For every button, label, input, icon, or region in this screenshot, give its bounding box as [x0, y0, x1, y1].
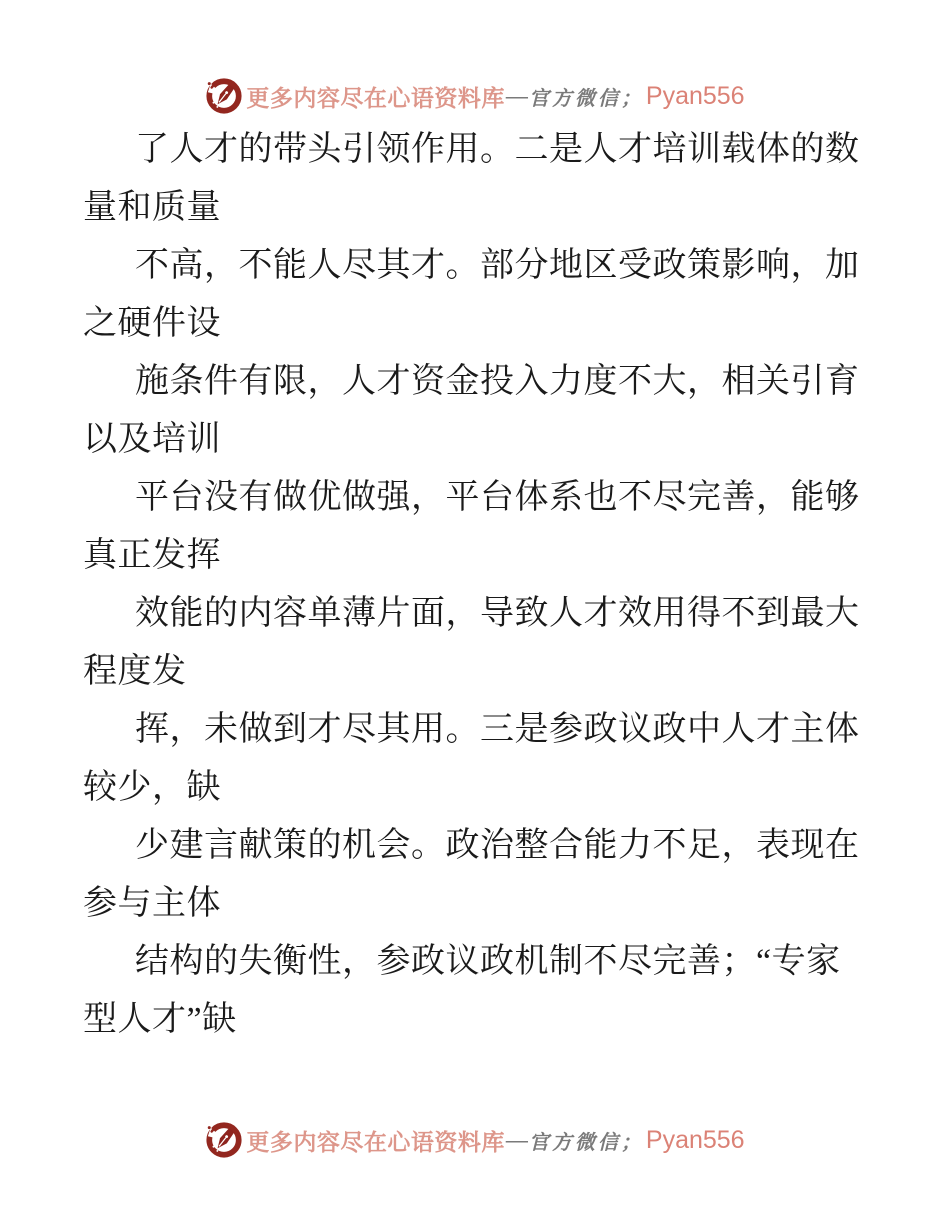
header-watermark — [0, 72, 950, 120]
watermark-brand-text: 更多内容尽在心语资料库 — [246, 85, 505, 111]
body-line: 量和质量 — [83, 189, 221, 226]
body-line: 程度发 — [83, 653, 187, 690]
body-line: 少建言献策的机会。政治整合能力不足，表现在 — [135, 827, 860, 864]
footer-watermark — [0, 1116, 950, 1164]
watermark-wechat-id: Pyan556 — [645, 81, 745, 110]
watermark-wechat-id: Pyan556 — [645, 1125, 745, 1154]
body-line: 较少，缺 — [83, 769, 221, 806]
watermark-wechat-label: 官方微信； — [528, 1131, 644, 1154]
body-line: 效能的内容单薄片面，导致人才效用得不到最大 — [135, 595, 860, 632]
watermark-brand-text: 更多内容尽在心语资料库 — [246, 1129, 505, 1155]
body-line: 参与主体 — [83, 885, 221, 922]
body-line: 结构的失衡性，参政议政机制不尽完善；“专家 — [135, 943, 841, 980]
body-line: 真正发挥 — [83, 537, 221, 574]
watermark-separator: — — [505, 1127, 528, 1152]
body-line: 平台没有做优做强，平台体系也不尽完善，能够 — [135, 479, 860, 516]
body-line: 不高，不能人尽其才。部分地区受政策影响，加 — [135, 247, 860, 284]
body-line: 挥，未做到才尽其用。三是参政议政中人才主体 — [135, 711, 860, 748]
body-line: 型人才”缺 — [83, 1001, 237, 1038]
body-line: 以及培训 — [83, 421, 221, 458]
watermark-separator: — — [505, 83, 528, 108]
body-line: 了人才的带头引领作用。二是人才培训载体的数 — [135, 131, 860, 168]
pen-in-circle-logo-icon — [205, 77, 243, 115]
document-text — [83, 121, 883, 1049]
body-line: 施条件有限，人才资金投入力度不大，相关引育 — [135, 363, 860, 400]
watermark-wechat-label: 官方微信； — [528, 87, 644, 110]
body-line: 之硬件设 — [83, 305, 221, 342]
pen-in-circle-logo-icon — [205, 1121, 243, 1159]
